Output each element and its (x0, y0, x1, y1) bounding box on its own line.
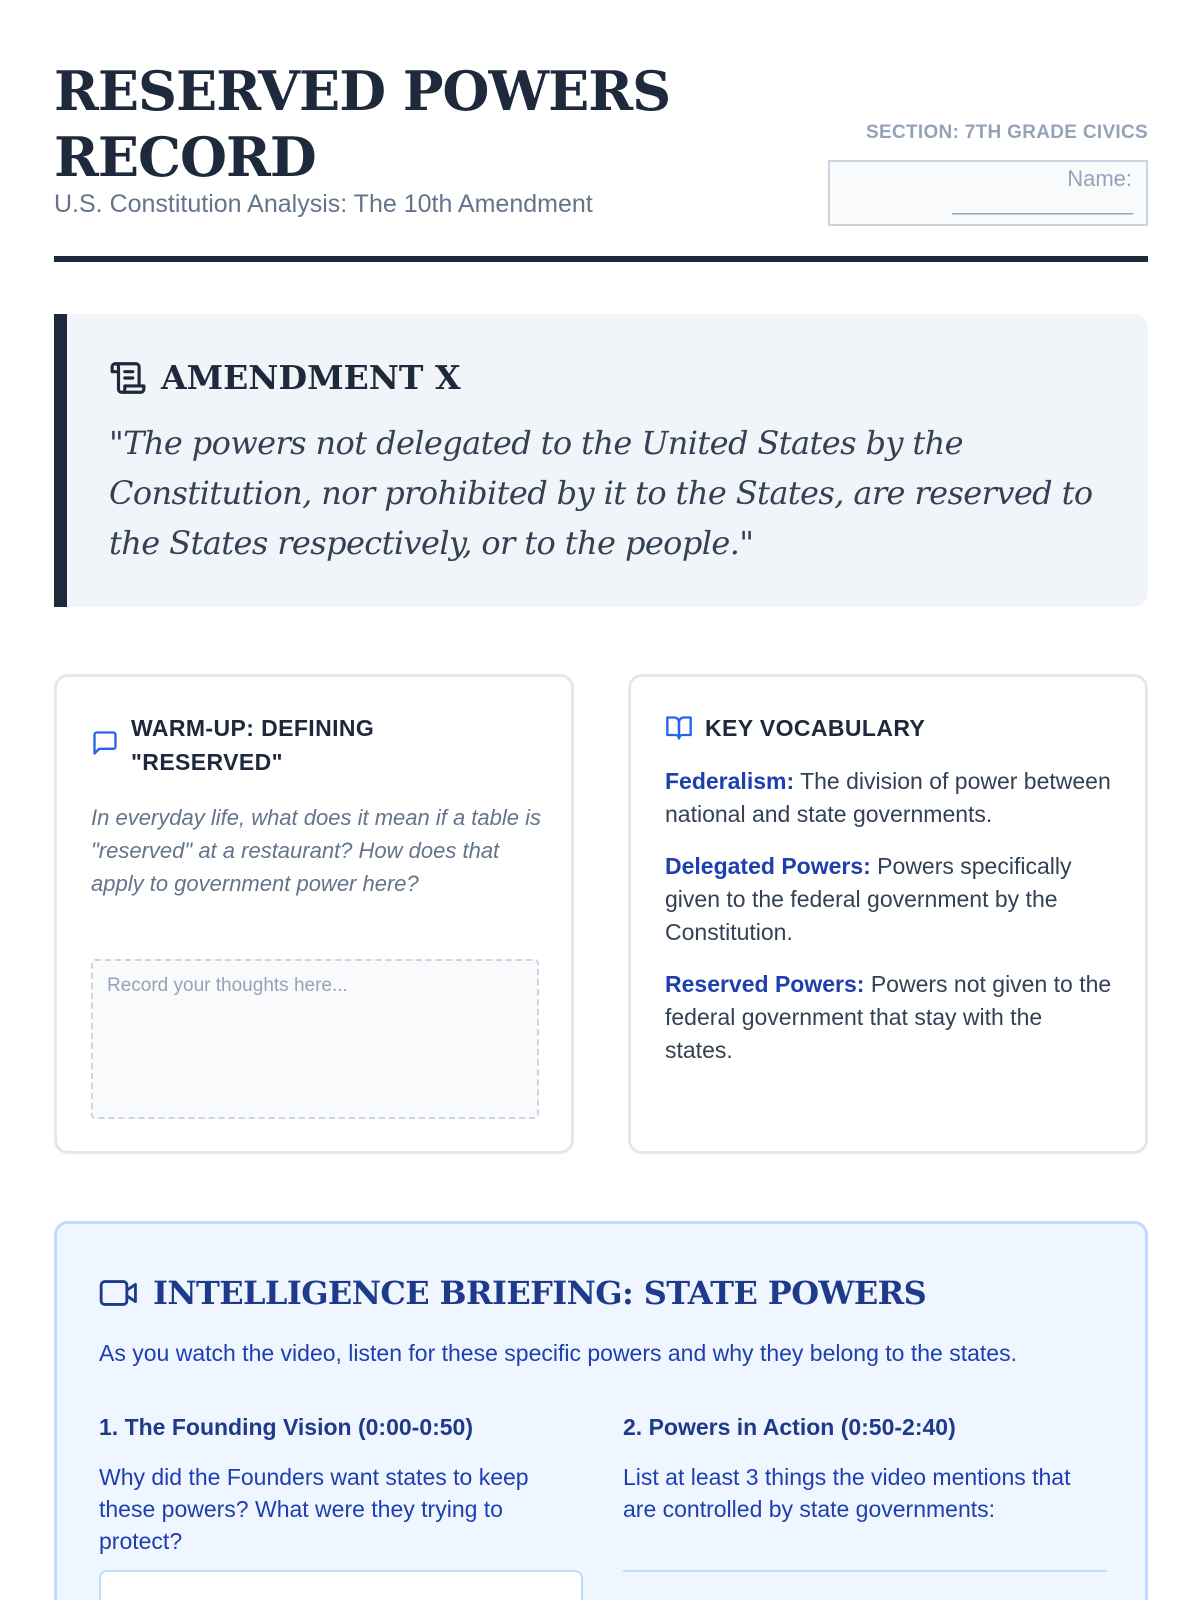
name-field[interactable] (828, 160, 1148, 226)
question-text: List at least 3 things the video mentions that are controlled by state governments: (623, 1464, 1071, 1522)
page-title: RESERVED POWERS RECORD (54, 59, 671, 189)
warmup-heading (91, 711, 431, 779)
name-blank-line: ________________ (952, 190, 1132, 215)
vocabulary-card (628, 674, 1148, 1154)
chat-bubble-icon (91, 729, 119, 757)
vocab-term: Federalism: (665, 768, 795, 794)
vocab-item-delegated (665, 850, 1115, 949)
video-camera-icon (99, 1278, 139, 1308)
question-text: Why did the Founders want states to keep these powers? What were they trying to protect? (99, 1464, 529, 1554)
scroll-icon (109, 359, 147, 397)
vocabulary-list (665, 765, 1115, 1086)
briefing-heading (99, 1274, 926, 1312)
briefing-section (54, 1221, 1148, 1600)
briefing-title: INTELLIGENCE BRIEFING: STATE POWERS (153, 1274, 927, 1312)
book-open-icon (665, 714, 693, 742)
question-powers-in-action (623, 1414, 1108, 1525)
powers-list-answer-line[interactable] (623, 1570, 1107, 1572)
page-subtitle: U.S. Constitution Analysis: The 10th Amendment (54, 190, 593, 218)
section-label: SECTION: 7TH GRADE CIVICS (866, 122, 1148, 143)
warmup-title: WARM-UP: DEFINING "RESERVED" (131, 715, 375, 775)
question-title: 1. The Founding Vision (0:00-0:50) (99, 1414, 474, 1440)
vocab-definition: The division of power between national and state governments. (665, 768, 1111, 827)
founding-vision-answer-box[interactable] (99, 1570, 583, 1600)
warmup-question: In everyday life, what does it mean if a table is "reserved" at a restaurant? How does that apply to government power here? (91, 805, 542, 896)
vocab-term: Delegated Powers: (665, 853, 871, 879)
amendment-box (54, 314, 1148, 607)
vocab-definition: Powers specifically given to the federal government by the Constitution. (665, 853, 1072, 945)
vocab-definition: Powers not given to the federal government that stay with the states. (665, 971, 1112, 1063)
warmup-card (54, 674, 574, 1154)
vocab-term: Reserved Powers: (665, 971, 865, 997)
vocab-item-federalism (665, 765, 1115, 831)
name-label: Name: (1067, 166, 1132, 191)
question-founding-vision (99, 1414, 584, 1557)
amendment-title: AMENDMENT X (161, 358, 461, 397)
question-title: 2. Powers in Action (0:50-2:40) (623, 1414, 956, 1440)
worksheet-header (54, 58, 1148, 262)
vocabulary-title: KEY VOCABULARY (705, 715, 926, 741)
briefing-intro: As you watch the video, listen for these specific powers and why they belong to the states. (99, 1340, 1017, 1366)
amendment-heading (109, 358, 461, 397)
vocabulary-heading (665, 711, 925, 745)
amendment-quote: "The powers not delegated to the United States by the Constitution, nor prohibited by it to the States, are reserved to the States respectively, or to the people." (109, 424, 1093, 562)
vocab-item-reserved (665, 968, 1115, 1067)
thoughts-textarea[interactable]: Record your thoughts here... (91, 959, 539, 1119)
